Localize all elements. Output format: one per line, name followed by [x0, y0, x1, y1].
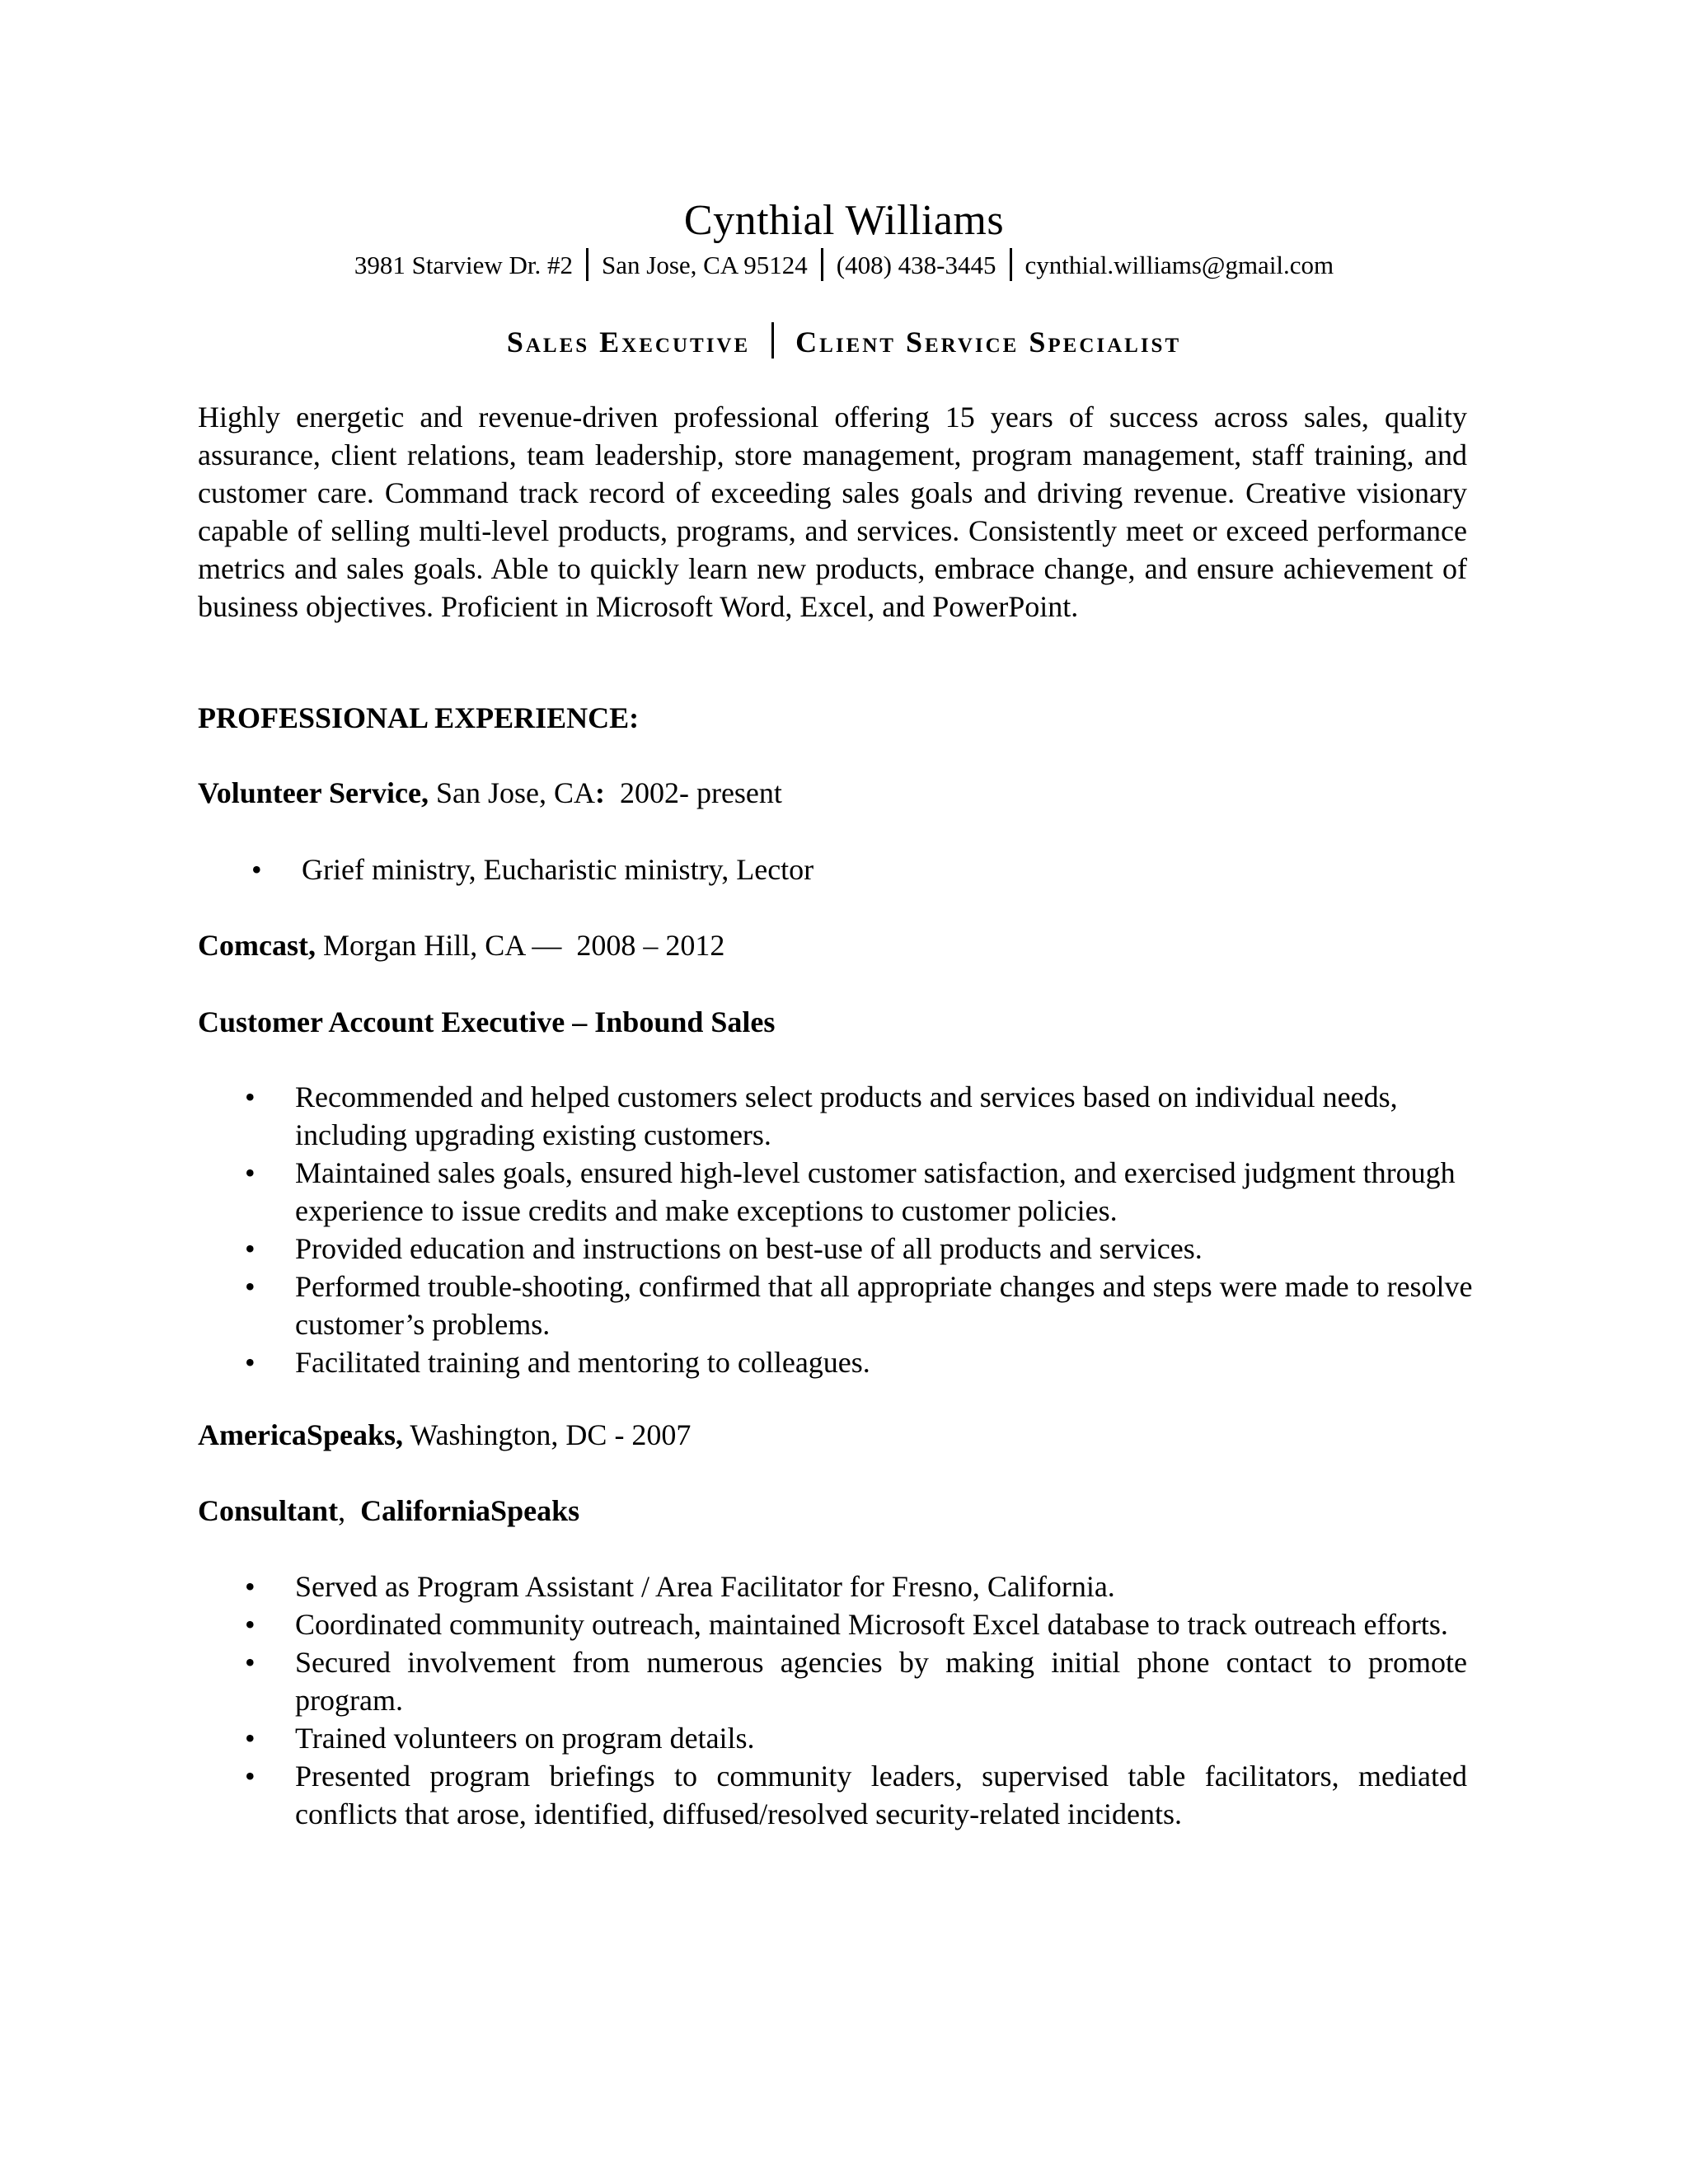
job-volunteer-org: Volunteer Service,	[198, 776, 429, 809]
list-item	[198, 1719, 1467, 1757]
bullet-text: Served as Program Assistant / Area Facilitator for Fresno, California.	[295, 1570, 1115, 1603]
list-item	[198, 1643, 1467, 1719]
list-item	[198, 1605, 1467, 1643]
bullet-text: Performed trouble-shooting, confirmed that all appropriate changes and steps were made to resolve customer’s problems.	[295, 1270, 1473, 1341]
bullet-text: Trained volunteers on program details.	[295, 1722, 755, 1755]
contact-separator	[1010, 248, 1012, 281]
bullet-icon: •	[245, 1608, 256, 1641]
bullet-icon: •	[251, 853, 262, 886]
experience-heading: PROFESSIONAL EXPERIENCE:	[198, 701, 640, 734]
list-item	[198, 851, 1467, 888]
list-item	[198, 1568, 1467, 1605]
bullet-icon: •	[245, 1722, 256, 1755]
job-americaspeaks-title-sep: ,	[338, 1494, 346, 1527]
contact-email: cynthial.williams@gmail.com	[1025, 251, 1334, 279]
list-item	[198, 1154, 1484, 1230]
job-comcast-title: Customer Account Executive – Inbound Sales	[198, 1005, 776, 1038]
contact-phone: (408) 438-3445	[836, 251, 996, 279]
list-item	[198, 1230, 1484, 1268]
professional-summary: Highly energetic and revenue-driven professional offering 15 years of success across sales, quality assurance, client relations, team leadership, store management, program management, staff training, and customer care. Command track record of exceeding sales goals and driving revenue. Creative visionary capable of selling multi-level products, programs, and services. Consistently meet or exceed performance metrics and sales goals. Able to quickly learn new products, embrace change, and ensure achievement of business objectives. Proficient in Microsoft Word, Excel, and PowerPoint.	[198, 401, 1467, 623]
bullet-icon: •	[245, 1270, 256, 1303]
bullet-icon: •	[245, 1080, 256, 1113]
headline	[0, 321, 1688, 363]
list-item	[198, 1268, 1484, 1343]
list-item	[198, 1078, 1484, 1154]
headline-right: Client Service Specialist	[795, 326, 1182, 359]
bullet-icon: •	[245, 1760, 256, 1793]
job-americaspeaks-location: Washington, DC - 2007	[410, 1418, 692, 1451]
contact-separator	[586, 248, 588, 281]
comcast-bullet-list	[198, 1078, 1484, 1381]
bullet-icon: •	[245, 1646, 256, 1679]
contact-line	[0, 247, 1688, 284]
job-americaspeaks-org: AmericaSpeaks,	[198, 1418, 403, 1451]
bullet-text: Presented program briefings to community leaders, supervised table facilitators, mediated conflicts that arose, identified, diffused/resolved security-related incidents.	[295, 1760, 1467, 1830]
job-volunteer-colon: :	[594, 776, 605, 809]
headline-separator	[771, 322, 774, 359]
job-americaspeaks-title-program: CaliforniaSpeaks	[360, 1494, 580, 1527]
bullet-text: Recommended and helped customers select products and services based on individual needs, including upgrading existing customers.	[295, 1080, 1398, 1151]
contact-separator	[821, 248, 823, 281]
bullet-text: Provided education and instructions on best-use of all products and services.	[295, 1232, 1203, 1265]
list-item	[198, 1757, 1467, 1833]
bullet-text: Secured involvement from numerous agencies by making initial phone contact to promote program.	[295, 1646, 1467, 1717]
job-volunteer-dates: 2002- present	[619, 776, 782, 809]
job-americaspeaks-title	[198, 1492, 579, 1530]
volunteer-bullet-list	[198, 851, 1467, 888]
bullet-icon: •	[245, 1346, 256, 1379]
contact-city: San Jose, CA 95124	[602, 251, 808, 279]
job-americaspeaks-title-role: Consultant	[198, 1494, 339, 1527]
job-comcast-location: Morgan Hill, CA —	[322, 929, 562, 962]
candidate-name: Cynthial Williams	[683, 197, 1005, 244]
job-volunteer-line	[198, 774, 782, 812]
bullet-text: Coordinated community outreach, maintained Microsoft Excel database to track outreach efforts.	[295, 1608, 1448, 1641]
list-item	[198, 1343, 1484, 1381]
bullet-icon: •	[245, 1570, 256, 1603]
contact-address: 3981 Starview Dr. #2	[354, 251, 574, 279]
bullet-text: Grief ministry, Eucharistic ministry, Lector	[302, 853, 814, 886]
job-volunteer-location: San Jose, CA	[435, 776, 595, 809]
bullet-text: Facilitated training and mentoring to colleagues.	[295, 1346, 870, 1379]
headline-left: Sales Executive	[506, 326, 751, 359]
job-comcast-line	[198, 926, 724, 964]
bullet-icon: •	[245, 1232, 256, 1265]
bullet-icon: •	[245, 1156, 256, 1189]
bullet-text: Maintained sales goals, ensured high-level customer satisfaction, and exercised judgment through experience to issue credits and make exceptions to customer policies.	[295, 1156, 1456, 1227]
job-comcast-dates: 2008 – 2012	[576, 929, 725, 962]
americaspeaks-bullet-list	[198, 1568, 1467, 1833]
job-comcast-org: Comcast,	[198, 929, 316, 962]
job-americaspeaks-line	[198, 1416, 691, 1454]
